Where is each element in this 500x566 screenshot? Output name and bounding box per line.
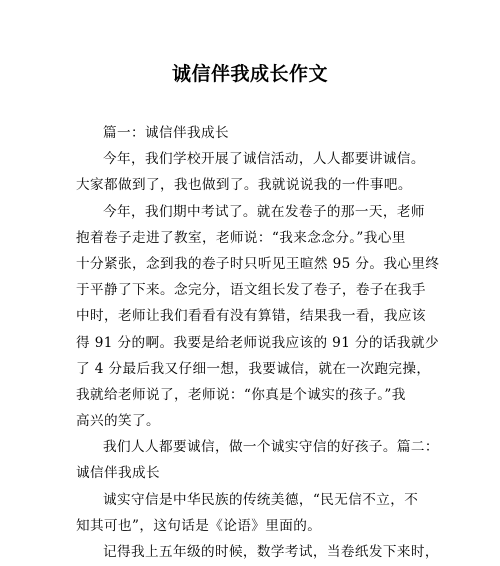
document-title: 诚信伴我成长作文 — [171, 63, 328, 85]
paragraph-line: 高兴的笑了。 — [76, 413, 160, 429]
paragraph-line: 中时，老师让我们看看有没有算错，结果我一看，我应该 — [76, 308, 426, 324]
paragraph-line: 十分紧张，念到我的卷子时只听见王暄然 95 分。我心里终 — [76, 256, 440, 272]
paragraph-line: 诚实守信是中华民族的传统美德，“民无信不立，不 — [103, 492, 419, 508]
section-heading: 诚信伴我成长 — [76, 465, 160, 481]
paragraph-line: 今年，我们学校开展了诚信活动，人人都要讲诚信。 — [103, 151, 425, 167]
paragraph-line: 大家都做到了，我也做到了。我就说说我的一件事吧。 — [76, 177, 412, 193]
paragraph-line: 知其可也”，这句话是《论语》里面的。 — [76, 518, 322, 534]
paragraph-line: 记得我上五年级的时候，数学考试，当卷纸发下来时， — [103, 544, 439, 560]
paragraph-line: 抱着卷子走进了教室，老师说：“我来念念分。”我心里 — [76, 230, 406, 246]
paragraph-line: 我就给老师说了，老师说：“你真是个诚实的孩子。”我 — [76, 387, 406, 403]
paragraph-line: 了 4 分最后我又仔细一想，我要诚信，就在一次跑完操， — [76, 361, 431, 377]
paragraph-line: 得 91 分的啊。我要是给老师说我应该的 91 分的话我就少 — [76, 335, 439, 351]
paragraph-line: 今年，我们期中考试了。就在发卷子的那一天，老师 — [103, 204, 425, 220]
paragraph-line: 我们人人都要诚信，做一个诚实守信的好孩子。篇二： — [103, 439, 439, 455]
section-heading: 篇一：诚信伴我成长 — [103, 125, 229, 141]
paragraph-line: 于平静了下来。念完分，语文组长发了卷子，卷子在我手 — [76, 282, 426, 298]
